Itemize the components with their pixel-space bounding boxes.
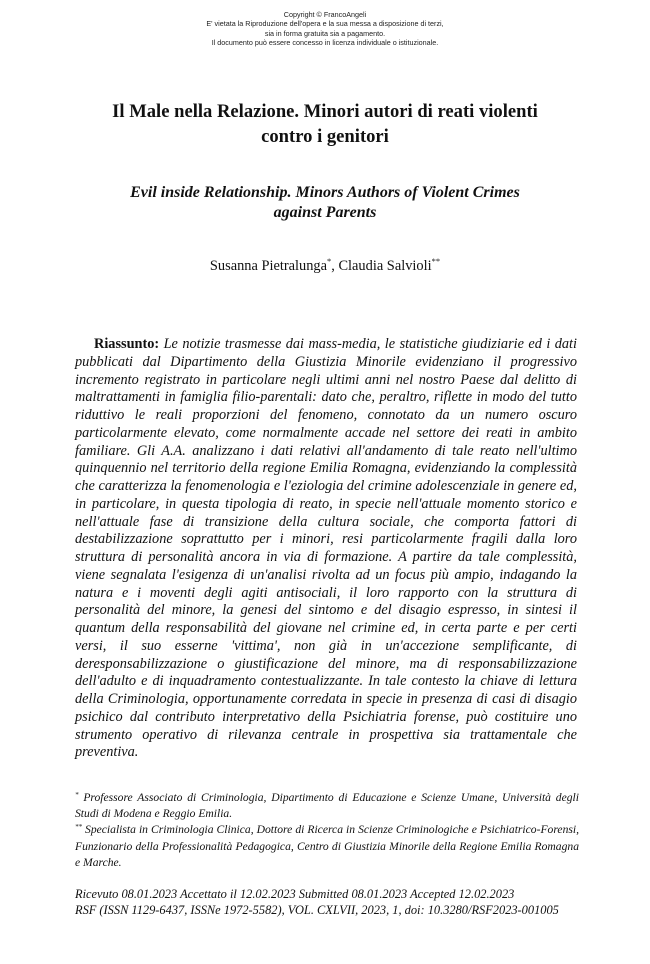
footnote-mark: ** bbox=[75, 823, 82, 832]
author-separator: , bbox=[331, 258, 339, 274]
author-name: Susanna Pietralunga bbox=[209, 258, 327, 274]
author-footnote-mark: * bbox=[327, 256, 332, 266]
copyright-line: sia in forma gratuita sia a pagamento. bbox=[264, 28, 386, 38]
author-footnote-mark: ** bbox=[431, 256, 441, 266]
footnote-text: Specialista in Criminologia Clinica, Dottore di Ricerca in Scienze Criminologiche e Psichiatrico-Forensi, Funzionario della Professionalità Pedagogica, Centro di Giustizia Minorile della Regione Emilia Romagna e Marche. bbox=[75, 823, 579, 869]
footnote bbox=[75, 790, 579, 822]
copyright-line: Copyright © FrancoAngeli bbox=[283, 10, 367, 19]
paper-english-title-line: against Parents bbox=[273, 204, 377, 221]
paper-title bbox=[60, 99, 590, 149]
footnote-text: Professore Associato di Criminologia, Dipartimento di Educazione e Scienze Umane, Università degli Studi di Modena e Reggio Emilia. bbox=[75, 791, 579, 821]
paper-english-title bbox=[60, 183, 590, 223]
copyright-notice bbox=[0, 10, 650, 47]
publication-meta bbox=[75, 886, 595, 918]
submission-dates: Ricevuto 08.01.2023 Accettato il 12.02.2023 Submitted 08.01.2023 Accepted 12.02.2023 bbox=[75, 887, 515, 901]
author-list bbox=[0, 257, 650, 275]
footnotes bbox=[75, 790, 579, 871]
paper-title-line: Il Male nella Relazione. Minori autori di reati violenti bbox=[112, 101, 538, 122]
copyright-line: Il documento può essere concesso in licenza individuale o istituzionale. bbox=[211, 37, 439, 47]
paper-english-title-line: Evil inside Relationship. Minors Authors of Violent Crimes bbox=[130, 184, 520, 201]
journal-citation: RSF (ISSN 1129-6437, ISSNe 1972-5582), VOL. CXLVII, 2023, 1, doi: 10.3280/RSF2023-001005 bbox=[75, 903, 559, 918]
copyright-line: E' vietata la Riproduzione dell'opera e la sua messa a disposizione di terzi, bbox=[206, 19, 444, 29]
abstract bbox=[75, 336, 577, 762]
footnote-mark: * bbox=[75, 791, 79, 799]
abstract-label: Riassunto: bbox=[94, 336, 160, 352]
abstract-text: Le notizie trasmesse dai mass-media, le statistiche giudiziarie ed i dati pubblicati dal Dipartimento della Giustizia Minorile evidenziano il progressivo incremento registrato in particolare negli ultimi anni nel nostro Paese dal delitto di maltrattamenti in famiglia filio-parentali: dato che, peraltro, riflette in modo del tutto riduttivo le reali proporzioni del fenomeno, connotato da un numero oscuro particolarmente elevato, come normalmente accade nel settore dei reati in ambito familiare. Gli A.A. analizzano i dati relativi all'andamento di tale reato nell'ultimo quinquennio nel territorio della regione Emilia Romagna, evidenziando la complessità che caratterizza la fenomenologia e l'eziologia del crimine adolescenziale in genere ed, in particolare, in questa tipologia di reato, in specie nell'attuale momento storico e nell'attuale fase di transizione della cultura sociale, che comporta fattori di destabilizzazione soprattutto per i minori, resi particolarmente fragili dalla loro struttura di personalità ancora in via di formazione. A partire da tale complessità, viene segnalata l'esigenza di un'analisi rivolta ad un focus più ampio, indagando la natura e i moventi degli agiti antisociali, il loro rapporto con la struttura di personalità del minore, la genesi del sintomo e del disagio espresso, in sintesi il quantum della responsabilità del giovane nel crimine ed, in certa parte e per certi versi, il suo esserne 'vittima', non già in un'accezione semplificante, di deresponsabilizzazione o giustificazione del minore, ma di responsabilizzazione dell'adulto e di inquadramento contestualizzante. In tale contesto la chiave di lettura della Criminologia, opportunamente corredata in specie in presenza di casi di disagio psichico dal contributo interpretativo della Psichiatria forense, può costituire uno strumento operativo di rilevanza centrale in prospettiva sia trattamentale che preventiva. bbox=[75, 336, 578, 761]
paper-title-line: contro i genitori bbox=[261, 126, 389, 147]
author-name: Claudia Salvioli bbox=[338, 258, 432, 274]
footnote bbox=[75, 822, 579, 871]
